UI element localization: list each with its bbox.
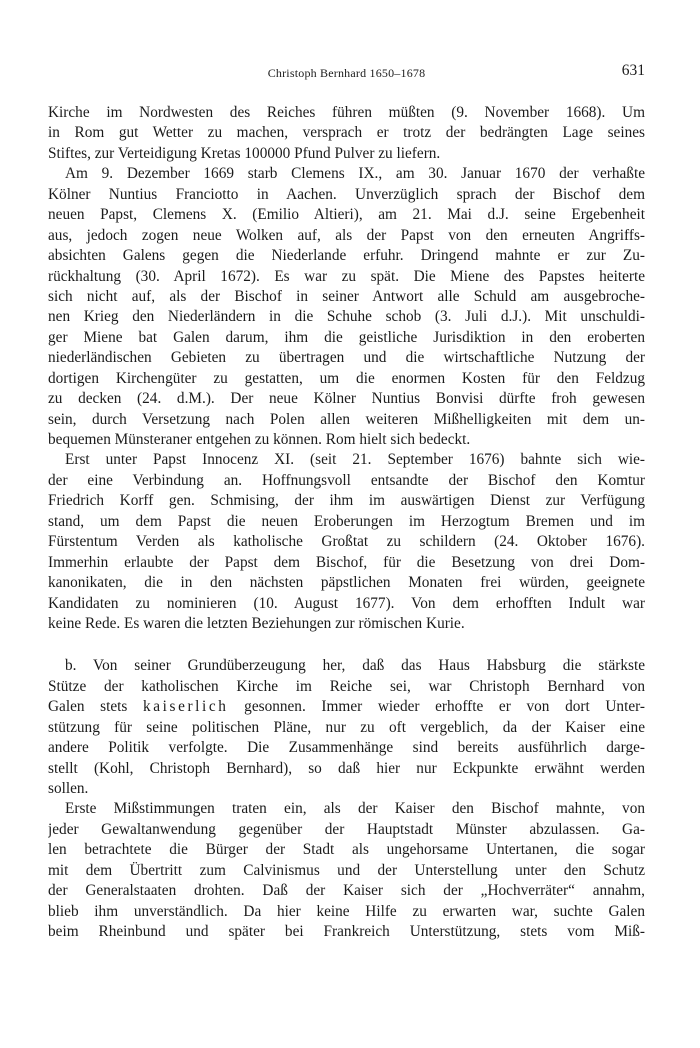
text-line: kanonikaten, die in den nächsten päpstlichen Monaten frei würden, geeignete xyxy=(48,574,645,592)
text-line: neuen Papst, Clemens X. (Emilio Altieri), am 21. Mai d.J. seine Ergebenheit xyxy=(48,206,645,224)
text-line: der eine Verbindung an. Hoffnungsvoll entsandte der Bischof den Komtur xyxy=(48,471,645,489)
text-line: jeder Gewaltanwendung gegenüber der Hauptstadt Münster abzulassen. Ga- xyxy=(48,820,645,838)
text-run: Galen stets xyxy=(48,698,144,716)
text-line: Stiftes, zur Verteidigung Kretas 100000 Pfund Pulver zu liefern. xyxy=(48,144,441,162)
text-line: Kirche im Nordwesten des Reiches führen müßten (9. November 1668). Um xyxy=(48,104,645,121)
text-line: len betrachtete die Bürger der Stadt als ungehorsame Untertanen, die sogar xyxy=(48,841,645,859)
text-line: sein, durch Versetzung nach Polen allen weiteren Mißhelligkeiten mit dem un- xyxy=(48,410,645,428)
text-line: Erste Mißstimmungen traten ein, als der Kaiser den Bischof mahnte, von xyxy=(65,800,645,818)
text-line: niederländischen Gebieten zu übertragen und die wirtschaftliche Nutzung der xyxy=(48,349,645,367)
text-line: mit dem Übertritt zum Calvinismus und der Unterstellung unter den Schutz xyxy=(48,861,645,879)
running-title: Christoph Bernhard 1650–1678 xyxy=(267,66,426,80)
text-line: Fürstentum Verden als katholische Großtat zu schildern (24. Oktober 1676). xyxy=(48,533,645,551)
text-line: in Rom gut Wetter zu machen, versprach er trotz der bedrängten Lage seines xyxy=(48,124,645,142)
running-header xyxy=(48,62,645,82)
letterspaced-word: kaiserlich xyxy=(143,698,229,716)
text-line: absichten Galens gegen die Niederlande erfuhr. Dringend mahnte er zur Zu- xyxy=(48,247,645,265)
text-line: bequemen Münsteraner entgehen zu können. Rom hielt sich bedeckt. xyxy=(48,431,471,448)
text-line: rückhaltung (30. April 1672). Es war zu spät. Die Miene des Papstes heiterte xyxy=(48,267,645,285)
page-number: 631 xyxy=(621,62,645,79)
text-line: Am 9. Dezember 1669 starb Clemens IX., am 30. Januar 1670 der verhaßte xyxy=(65,165,645,183)
text-line: aus, jedoch zogen neue Wolken auf, als der Papst von den erneuten Angriffs- xyxy=(48,226,645,244)
text-line: beim Rheinbund und später bei Frankreich Unterstützung, stets vom Miß- xyxy=(48,923,645,941)
text-line: Stütze der katholischen Kirche im Reiche sei, war Christoph Bernhard von xyxy=(48,677,645,695)
body-text xyxy=(48,103,645,943)
text-line: andere Politik verfolgte. Die Zusammenhänge sind bereits ausführlich darge- xyxy=(48,739,645,757)
section-gap xyxy=(48,634,645,656)
text-line: Immerhin erlaubte der Papst dem Bischof, für die Besetzung von drei Dom- xyxy=(48,553,645,571)
text-line: sollen. xyxy=(48,780,89,797)
text-line: zu decken (24. d.M.). Der neue Kölner Nuntius Bonvisi dürfte froh gewesen xyxy=(48,390,645,408)
text-line: stellt (Kohl, Christoph Bernhard), so daß hier nur Eckpunkte erwähnt werden xyxy=(48,759,645,777)
text-line: b. Von seiner Grundüberzeugung her, daß das Haus Habsburg die stärkste xyxy=(65,657,645,675)
text-line xyxy=(48,697,645,717)
text-line: dortigen Kirchengüter zu gestatten, um die enormen Kosten für den Feldzug xyxy=(48,369,645,387)
text-line: blieb ihm unverständlich. Da hier keine Hilfe zu erwarten war, suchte Galen xyxy=(48,902,645,920)
text-line: ger Miene bat Galen darum, ihm die geistliche Jurisdiktion in den eroberten xyxy=(48,328,645,346)
text-line: der Generalstaaten drohten. Daß der Kaiser sich der „Hochverräter“ annahm, xyxy=(48,882,645,900)
text-line: Erst unter Papst Innocenz XI. (seit 21. September 1676) bahnte sich wie- xyxy=(65,451,645,469)
text-line: sich nicht auf, als der Bischof in seiner Antwort alle Schuld am ausgebroche- xyxy=(48,287,645,305)
text-line: Friedrich Korff gen. Schmising, der ihm im auswärtigen Dienst zur Verfügung xyxy=(48,492,645,510)
text-line: keine Rede. Es waren die letzten Beziehungen zur römischen Kurie. xyxy=(48,614,465,632)
text-line: nen Krieg den Niederländern in die Schuhe schob (3. Juli d.J.). Mit unschuldi- xyxy=(48,308,645,326)
text-line: Kölner Nuntius Franciotto in Aachen. Unverzüglich sprach der Bischof dem xyxy=(48,185,645,203)
text-line: stützung für seine politischen Pläne, nur zu oft vergeblich, da der Kaiser eine xyxy=(48,718,645,736)
text-line: stand, um dem Papst die neuen Eroberungen im Herzogtum Bremen und im xyxy=(48,512,645,530)
text-run: gesonnen. Immer wieder erhoffte er von dort Unter- xyxy=(228,698,645,716)
text-line: Kandidaten zu nominieren (10. August 1677). Von dem erhofften Indult war xyxy=(48,594,645,612)
